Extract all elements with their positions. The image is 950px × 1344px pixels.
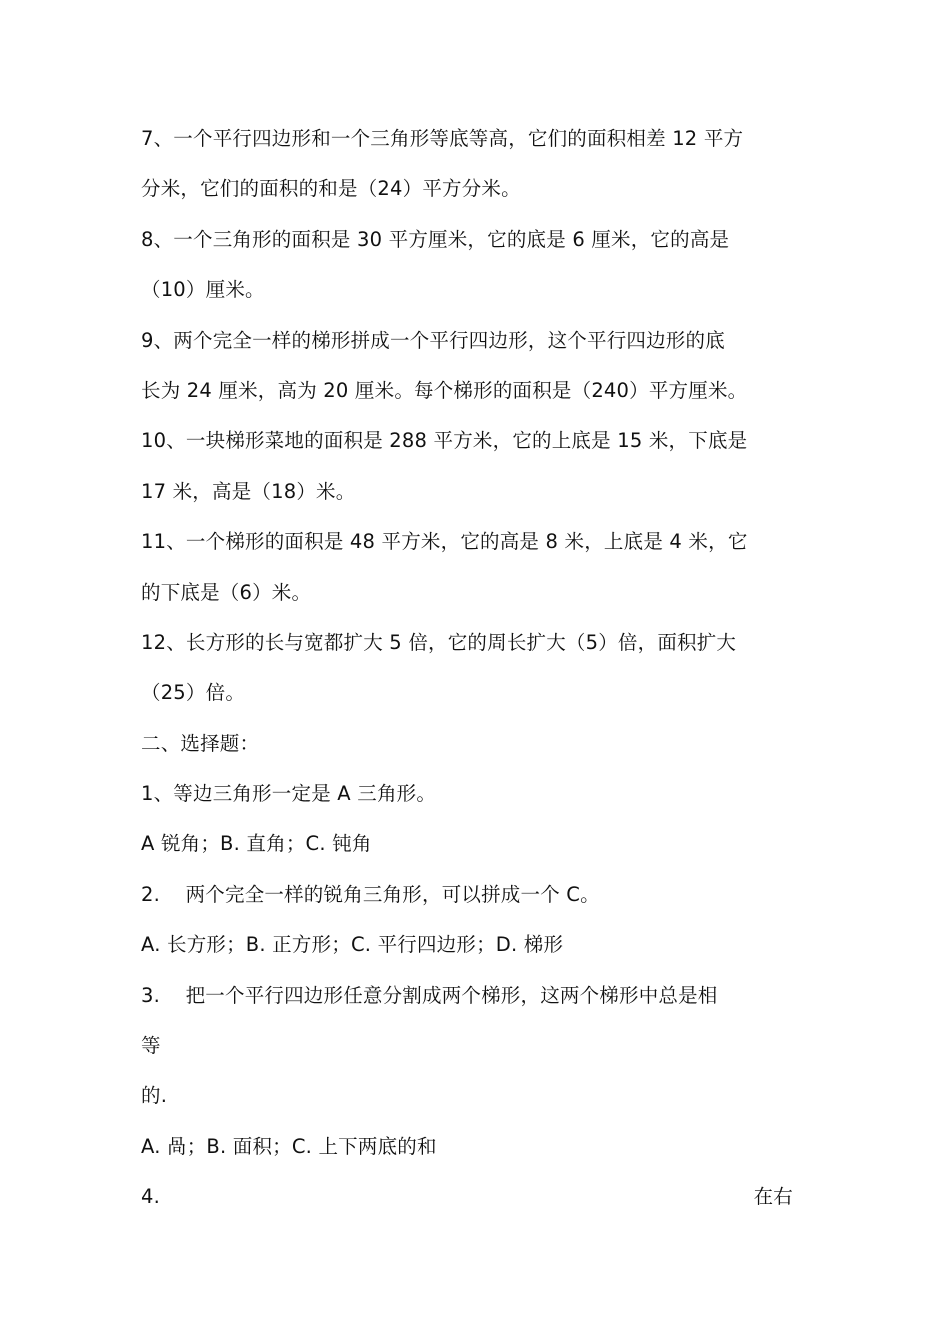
text-line: 12、长方形的长与宽都扩大 5 倍，它的周长扩大（5）倍，面积扩大: [141, 630, 737, 654]
text-line: 等: [141, 1034, 161, 1058]
options-line: A 锐角；B. 直角；C. 钝角: [141, 832, 372, 856]
question-line: 1、等边三角形一定是 A 三角形。: [141, 782, 437, 806]
options-line: A. 咼；B. 面积；C. 上下两底的和: [141, 1134, 437, 1158]
options-line: A. 长方形；B. 正方形；C. 平行四边形；D. 梯形: [141, 933, 564, 957]
text-line: 7、一个平行四边形和一个三角形等底等高，它们的面积相差 12 平方: [141, 127, 744, 150]
text-line: 长为 24 厘米，高为 20 厘米。每个梯形的面积是（240）平方厘米。: [141, 378, 748, 402]
text-line: 分米，它们的面积的和是（24）平方分米。: [141, 177, 521, 201]
text-line: 的.: [141, 1084, 168, 1108]
text-line: 11、一个梯形的面积是 48 平方米，它的高是 8 米，上底是 4 米，它: [141, 530, 748, 554]
text-line: 10、一块梯形菜地的面积是 288 平方米，它的上底是 15 米，下底是: [141, 429, 748, 453]
question-number: 4.: [141, 1185, 161, 1209]
text-line: 9、两个完全一样的梯形拼成一个平行四边形，这个平行四边形的底: [141, 328, 725, 352]
text-line: 8、一个三角形的面积是 30 平方厘米，它的底是 6 厘米，它的高是: [141, 227, 730, 251]
question-line: 3. 把一个平行四边形任意分割成两个梯形，这两个梯形中总是相: [141, 983, 718, 1007]
document-content: [141, 114, 811, 1223]
text-line: 的下底是（6）米。: [141, 580, 312, 604]
text-line: （25）倍。: [141, 681, 246, 705]
question-line-split: [141, 1172, 793, 1222]
question-text-right: 在右: [753, 1185, 793, 1209]
section-heading: 二、选择题：: [141, 731, 260, 755]
text-line: 17 米，高是（18）米。: [141, 479, 356, 503]
text-line: （10）厘米。: [141, 278, 265, 302]
question-line: 2. 两个完全一样的锐角三角形，可以拼成一个 C。: [141, 882, 600, 906]
